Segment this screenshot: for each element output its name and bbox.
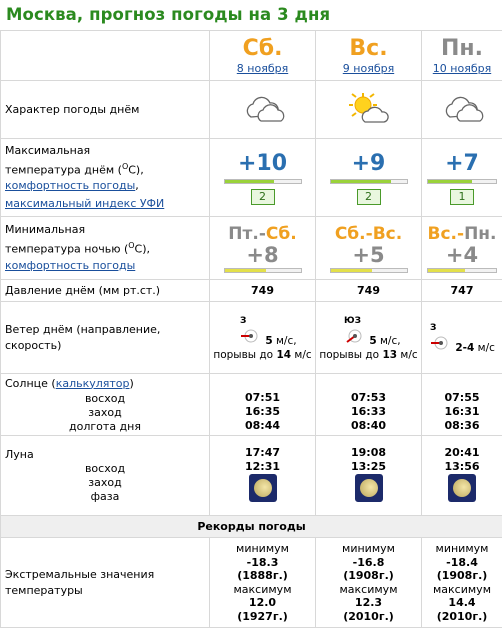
moon-title: Луна: [5, 448, 205, 462]
sunrise-label: восход: [5, 392, 205, 406]
pressure-value: 749: [210, 280, 316, 302]
wind-label: Ветер днём (направление, скорость): [1, 302, 210, 374]
record-max-label: максимум: [316, 583, 421, 597]
uvi-link[interactable]: максимальный индекс УФИ: [5, 197, 164, 210]
sun-text: Солнце (: [5, 377, 56, 390]
night-temp: +5: [316, 244, 421, 266]
moonrise-time: 20:41: [422, 446, 502, 460]
wind-dir-line: [422, 321, 502, 355]
wind-cell: [316, 302, 422, 374]
records-row: [1, 538, 502, 628]
sunrise-time: 07:55: [422, 391, 502, 405]
wind-speed: 2-4: [455, 342, 474, 354]
record-min-label: минимум: [422, 542, 502, 556]
max-temp-cell: [210, 139, 316, 217]
records-header: Рекорды погоды: [1, 516, 502, 538]
gust-line: [210, 348, 315, 362]
sun-cloud-icon: [347, 91, 391, 125]
gust-unit: м/с: [400, 349, 417, 361]
forecast-table: [0, 30, 502, 628]
day-date-link[interactable]: 8 ноября: [237, 62, 288, 75]
min-comfort-line: [5, 258, 205, 274]
wind-row: [1, 302, 502, 374]
days-header-row: [1, 31, 502, 81]
min-temp-line1: Минимальная: [5, 222, 205, 238]
comfort-bar-fill: [428, 269, 465, 272]
moonrise-label: восход: [5, 462, 205, 476]
moonrise-time: 19:08: [316, 446, 421, 460]
comfort-link[interactable]: комфортность погоды: [5, 259, 135, 272]
gust-value: 13: [382, 349, 397, 361]
degree-sup: O: [128, 241, 134, 250]
wind-direction: З: [240, 314, 315, 328]
comfort-bar-fill: [428, 180, 472, 183]
night-from: Пт.-: [228, 224, 266, 244]
sun-label: [1, 374, 210, 436]
max-temp-label: [1, 139, 210, 217]
min-temp-unit: C),: [135, 243, 150, 256]
record-cell: [422, 538, 502, 628]
record-cell: [316, 538, 422, 628]
night-from: Сб.-: [335, 224, 373, 244]
night-comfort-bar: [330, 268, 408, 273]
pressure-label: Давление днём (мм рт.ст.): [1, 280, 210, 302]
moonset-time: 13:25: [316, 460, 421, 474]
day-name: Пн.: [422, 36, 502, 62]
record-cell: [210, 538, 316, 628]
night-to: Вс.: [373, 224, 403, 244]
max-temp-text: температура днём (: [5, 163, 122, 176]
sun-title: [5, 376, 205, 392]
comfort-bar: [330, 179, 408, 184]
comfort-link[interactable]: комфортность погоды: [5, 179, 135, 192]
day-temp: +9: [316, 151, 421, 177]
wind-arrow-icon: [240, 335, 265, 347]
record-min-label: минимум: [316, 542, 421, 556]
night-to: Пн.: [464, 224, 496, 244]
max-temp-line2: [5, 159, 205, 179]
record-min-year: (1908г.): [316, 569, 421, 583]
record-max-year: (2010г.): [316, 610, 421, 624]
uvi-badge: 1: [450, 189, 474, 205]
wind-unit: м/с,: [276, 335, 297, 347]
comfort-bar: [427, 179, 497, 184]
day-date-link[interactable]: 10 ноября: [433, 62, 491, 75]
comfort-bar: [224, 179, 302, 184]
comfort-bar-fill: [225, 269, 267, 272]
moon-phase-icon: [249, 474, 277, 502]
day-name: Вс.: [316, 36, 421, 62]
uvi-line: [5, 196, 205, 212]
pressure-value: 749: [316, 280, 422, 302]
min-temp-cell: [316, 217, 422, 280]
record-max-value: 14.4: [422, 596, 502, 610]
day-date-link[interactable]: 9 ноября: [343, 62, 394, 75]
record-min-year: (1908г.): [422, 569, 502, 583]
night-period: [422, 224, 502, 244]
moon-phase-icon: [355, 474, 383, 502]
wind-dir-line: [210, 314, 315, 348]
night-period: [316, 224, 421, 244]
moon-cell: [210, 436, 316, 516]
partly-cloudy-icon: [440, 91, 484, 125]
max-temp-row: [1, 139, 502, 217]
day-length: 08:36: [422, 419, 502, 433]
wind-unit: м/с: [478, 342, 495, 354]
moonset-label: заход: [5, 476, 205, 490]
min-temp-cell: [422, 217, 502, 280]
day-col-1: [210, 31, 316, 81]
sun-row: [1, 374, 502, 436]
degree-sup: O: [122, 162, 128, 171]
max-temp-cell: [316, 139, 422, 217]
record-max-year: (2010г.): [422, 610, 502, 624]
moonrise-time: 17:47: [210, 446, 315, 460]
day-length: 08:40: [316, 419, 421, 433]
gust-line: [316, 348, 421, 362]
weather-cell: [210, 81, 316, 139]
comfort-bar-fill: [331, 180, 392, 183]
day-temp: +10: [210, 151, 315, 177]
max-temp-cell: [422, 139, 502, 217]
sun-close: ): [130, 377, 134, 390]
moon-cell: [316, 436, 422, 516]
day-col-2: [316, 31, 422, 81]
min-temp-text: температура ночью (: [5, 243, 128, 256]
sun-cell: [210, 374, 316, 436]
max-temp-line1: Максимальная: [5, 143, 205, 159]
uvi-badge: 2: [251, 189, 275, 205]
extremes-label: Экстремальные значения температуры: [1, 538, 210, 628]
moon-label: [1, 436, 210, 516]
record-max-value: 12.0: [210, 596, 315, 610]
moon-row: [1, 436, 502, 516]
weather-cell: [316, 81, 422, 139]
wind-cell: [422, 302, 502, 374]
comfort-bar-fill: [331, 269, 373, 272]
sunrise-time: 07:53: [316, 391, 421, 405]
gust-label: порывы до: [319, 349, 379, 361]
moon-cell: [422, 436, 502, 516]
record-min-label: минимум: [210, 542, 315, 556]
weather-label: Характер погоды днём: [1, 81, 210, 139]
record-min-year: (1888г.): [210, 569, 315, 583]
record-max-label: максимум: [210, 583, 315, 597]
sunset-time: 16:33: [316, 405, 421, 419]
comma: ,: [135, 179, 139, 192]
record-min-value: -16.8: [316, 556, 421, 570]
night-to: Сб.: [266, 224, 297, 244]
wind-speed: 5: [265, 335, 272, 347]
wind-arrow-icon: [430, 342, 455, 354]
night-temp: +4: [422, 244, 502, 266]
wind-speed: 5: [369, 335, 376, 347]
sunset-time: 16:35: [210, 405, 315, 419]
wind-direction: ЮЗ: [344, 314, 421, 328]
night-period: [210, 224, 315, 244]
phase-label: фаза: [5, 490, 205, 504]
gust-value: 14: [276, 349, 291, 361]
day-col-3: [422, 31, 502, 81]
sun-calculator-link[interactable]: калькулятор: [56, 377, 130, 390]
min-temp-line2: [5, 238, 205, 258]
min-temp-cell: [210, 217, 316, 280]
empty-corner: [1, 31, 210, 81]
comfort-bar-fill: [225, 180, 274, 183]
uvi-badge: 2: [357, 189, 381, 205]
record-max-year: (1927г.): [210, 610, 315, 624]
moon-phase-icon: [448, 474, 476, 502]
record-max-value: 12.3: [316, 596, 421, 610]
day-name: Сб.: [210, 36, 315, 62]
night-from: Вс.-: [428, 224, 465, 244]
max-temp-unit: C),: [128, 163, 143, 176]
sun-cell: [422, 374, 502, 436]
pressure-value: 747: [422, 280, 502, 302]
wind-unit: м/с,: [380, 335, 401, 347]
day-length-label: долгота дня: [5, 420, 205, 434]
min-temp-row: [1, 217, 502, 280]
comfort-line: [5, 178, 205, 194]
day-temp: +7: [422, 151, 502, 177]
moonset-time: 12:31: [210, 460, 315, 474]
min-temp-label: [1, 217, 210, 280]
weather-row: [1, 81, 502, 139]
night-temp: +8: [210, 244, 315, 266]
page-title: Москва, прогноз погоды на 3 дня: [0, 0, 502, 30]
wind-dir-line: [316, 314, 421, 348]
sunrise-time: 07:51: [210, 391, 315, 405]
sunset-label: заход: [5, 406, 205, 420]
moonset-time: 13:56: [422, 460, 502, 474]
weather-cell: [422, 81, 502, 139]
night-comfort-bar: [224, 268, 302, 273]
wind-arrow-icon: [344, 335, 369, 347]
partly-cloudy-icon: [241, 91, 285, 125]
night-comfort-bar: [427, 268, 497, 273]
sunset-time: 16:31: [422, 405, 502, 419]
record-max-label: максимум: [422, 583, 502, 597]
wind-cell: [210, 302, 316, 374]
sun-cell: [316, 374, 422, 436]
wind-direction: З: [430, 321, 502, 335]
pressure-row: [1, 280, 502, 302]
record-min-value: -18.4: [422, 556, 502, 570]
gust-unit: м/с: [294, 349, 311, 361]
day-length: 08:44: [210, 419, 315, 433]
records-header-row: [1, 516, 502, 538]
record-min-value: -18.3: [210, 556, 315, 570]
gust-label: порывы до: [213, 349, 273, 361]
